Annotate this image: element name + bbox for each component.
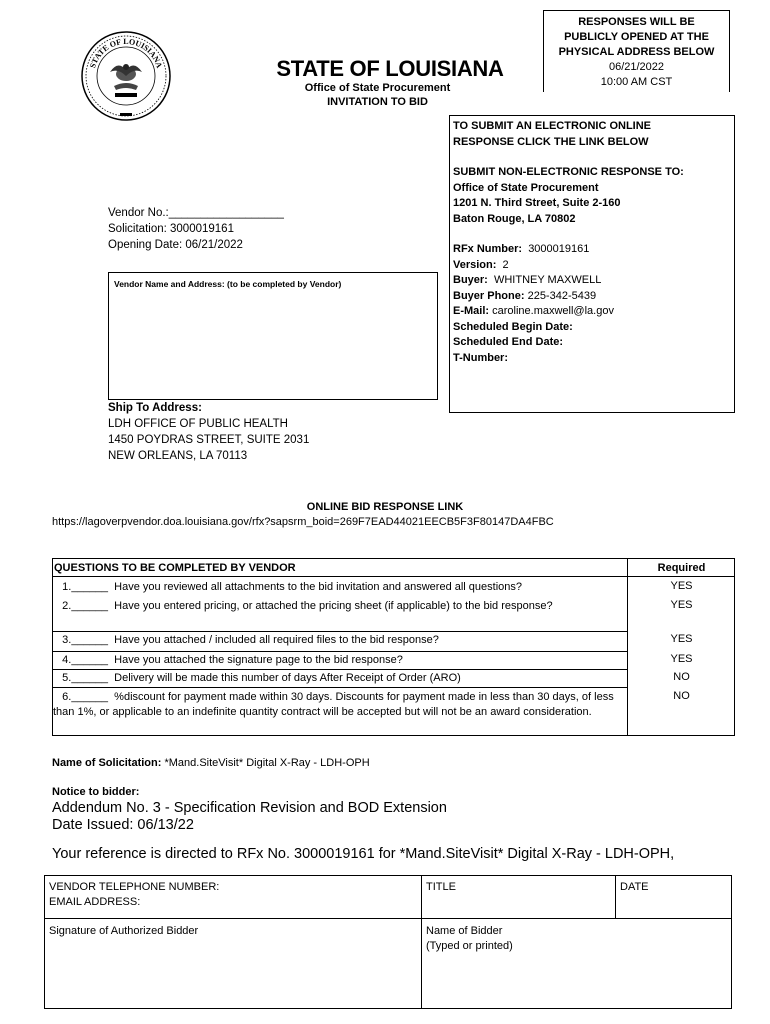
solicitation-number: Solicitation: 3000019161	[108, 223, 234, 235]
responses-line-3: PHYSICAL ADDRESS BELOW	[558, 46, 715, 58]
questions-row-rule	[52, 651, 627, 652]
submit-address-1: Office of State Procurement	[453, 181, 599, 194]
date-label: DATE	[620, 881, 649, 893]
submit-address-2: 1201 N. Third Street, Suite 2-160	[453, 197, 621, 209]
bidder-name-field[interactable]	[426, 924, 513, 954]
email-address-label: EMAIL ADDRESS:	[49, 896, 141, 908]
question-answer: NO	[673, 690, 690, 702]
question-item: 4.______ Have you attached the signature page to the bid response?	[53, 654, 403, 666]
responses-opened-box	[543, 10, 730, 92]
ship-line-1: LDH OFFICE OF PUBLIC HEALTH	[108, 418, 288, 430]
svg-text:STATE OF LOUISIANA: STATE OF LOUISIANA	[88, 36, 164, 70]
question-item: 5.______ Delivery will be made this number of days After Receipt of Order (ARO)	[53, 672, 461, 684]
t-number-row: T-Number:	[453, 351, 508, 364]
addendum-date: Date Issued: 06/13/22	[52, 817, 194, 833]
title-label: TITLE	[426, 881, 456, 893]
responses-line-1: RESPONSES WILL BE	[578, 16, 695, 28]
vendor-phone-label: VENDOR TELEPHONE NUMBER:	[49, 881, 220, 893]
ship-line-3: NEW ORLEANS, LA 70113	[108, 450, 248, 462]
question-item: 2.______ Have you entered pricing, or attached the pricing sheet (if applicable) to the bid response?	[53, 600, 553, 612]
question-item: 6.______ %discount for payment made within 30 days. Discounts for payment made in less than 30 days, of less than 1%, or applicable to an indefinite quantity contract will be accepted but will not be an award consideration.	[53, 691, 617, 718]
signature-table-divider	[421, 875, 422, 1009]
ship-to-label: Ship To Address:	[108, 402, 202, 414]
question-answer: YES	[670, 599, 693, 611]
questions-heading: QUESTIONS TO BE COMPLETED BY VENDOR	[54, 562, 296, 574]
page-title: STATE OF LOUISIANA	[276, 56, 504, 81]
questions-row-rule	[52, 631, 627, 632]
responses-line-2: PUBLICLY OPENED AT THE	[564, 31, 709, 43]
email-row: E-Mail: caroline.maxwell@la.gov	[453, 305, 614, 317]
question-item: 1.______ Have you reviewed all attachments to the bid invitation and answered all questions?	[53, 581, 523, 593]
questions-row-rule	[52, 669, 627, 670]
electronic-line-2: RESPONSE CLICK THE LINK BELOW	[453, 135, 649, 148]
opening-date-text: Opening Date: 06/21/2022	[108, 239, 243, 251]
required-heading: Required	[657, 562, 706, 574]
notice-label: Notice to bidder:	[52, 786, 140, 798]
signature-label: Signature of Authorized Bidder	[49, 925, 199, 937]
title-field[interactable]	[426, 880, 456, 895]
begin-date-row: Scheduled Begin Date:	[453, 320, 573, 333]
vendor-box-label: Vendor Name and Address: (to be completed by Vendor)	[114, 279, 342, 289]
electronic-line-1: TO SUBMIT AN ELECTRONIC ONLINE	[453, 120, 651, 132]
signature-field[interactable]	[49, 924, 198, 939]
vendor-name-address-field[interactable]	[108, 272, 438, 400]
vendor-phone-field[interactable]	[49, 880, 219, 910]
online-bid-heading: ONLINE BID RESPONSE LINK	[306, 501, 464, 513]
bidder-name-label: Name of Bidder	[426, 925, 503, 937]
office-name: Office of State Procurement	[304, 82, 451, 94]
solicitation-name: Name of Solicitation: *Mand.SiteVisit* Digital X-Ray - LDH-OPH	[52, 757, 370, 769]
question-answer: YES	[670, 580, 693, 592]
opening-time: 10:00 AM CST	[600, 76, 673, 88]
bidder-typed-label: (Typed or printed)	[426, 940, 513, 952]
question-answer: YES	[670, 633, 693, 645]
question-item: 3.______ Have you attached / included all required files to the bid response?	[53, 634, 439, 646]
signature-table-rule	[44, 918, 732, 919]
questions-header-rule	[52, 576, 735, 577]
submission-info-box	[449, 115, 735, 413]
question-answer: NO	[673, 671, 690, 683]
question-answer: YES	[670, 653, 693, 665]
submit-address-3: Baton Rouge, LA 70802	[453, 212, 576, 225]
ship-to-address	[108, 400, 309, 464]
buyer-phone-row: Buyer Phone: 225-342-5439	[453, 289, 597, 302]
state-seal-icon	[80, 30, 172, 122]
reference-text: Your reference is directed to RFx No. 3000019161 for *Mand.SiteVisit* Digital X-Ray - LDH-OPH,	[52, 846, 675, 862]
non-electronic-heading: SUBMIT NON-ELECTRONIC RESPONSE TO:	[453, 166, 684, 178]
addendum-title: Addendum No. 3 - Specification Revision and BOD Extension	[52, 800, 447, 816]
date-field[interactable]	[620, 880, 649, 895]
vendor-number: Vendor No.:__________________	[108, 207, 284, 219]
rfx-number-row: RFx Number: 3000019161	[453, 243, 590, 255]
questions-row-rule	[52, 687, 627, 688]
opening-date: 06/21/2022	[608, 61, 665, 73]
buyer-row: Buyer: WHITNEY MAXWELL	[453, 274, 602, 286]
signature-table-divider	[615, 875, 616, 918]
document-type: INVITATION TO BID	[327, 96, 428, 108]
ship-line-2: 1450 POYDRAS STREET, SUITE 2031	[108, 434, 310, 446]
version-row: Version: 2	[453, 258, 509, 271]
online-bid-link[interactable]: https://lagoverpvendor.doa.louisiana.gov/rfx?sapsrm_boid=269F7EAD44021EECB5F3F80147DA4FBC	[52, 516, 554, 528]
vendor-info	[108, 205, 284, 253]
end-date-row: Scheduled End Date:	[453, 336, 564, 348]
